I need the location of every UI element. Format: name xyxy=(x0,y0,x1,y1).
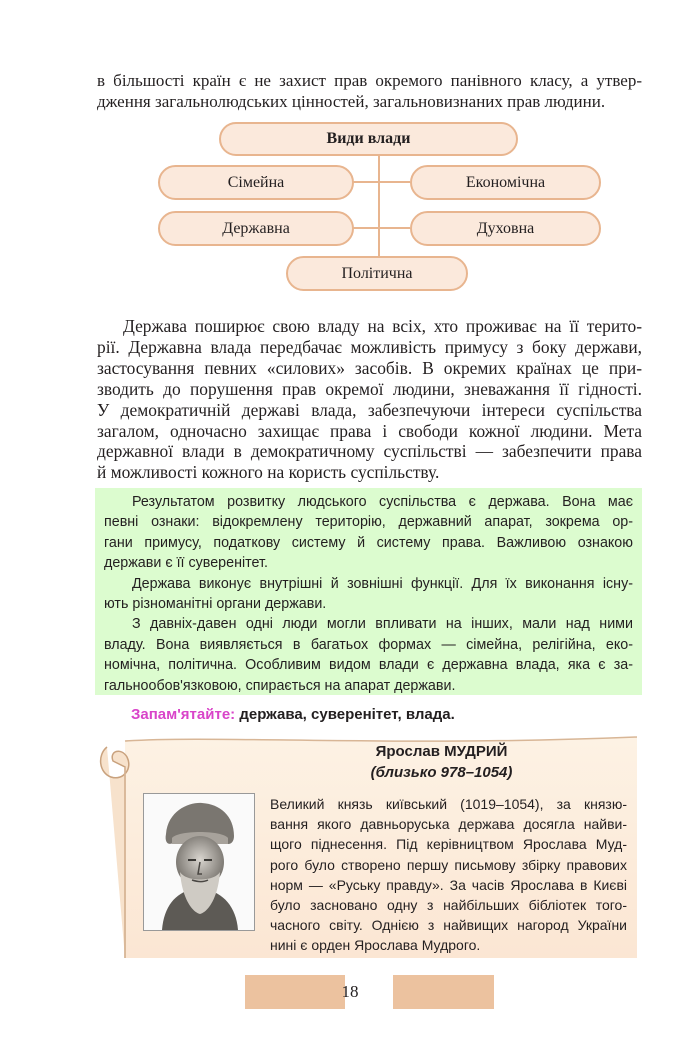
remember-line xyxy=(131,706,455,723)
summary-line: З давніх-давен одні люди могли впливати на інших, мали над ними xyxy=(132,616,633,633)
summary-line: держави є її суверенітет. xyxy=(104,555,268,572)
bio-line: Великий князь київський (1019–1054), за князю- xyxy=(270,796,627,812)
footer-bar-right xyxy=(393,975,494,1009)
diagram-item-family: Сімейна xyxy=(158,165,354,200)
remember-terms: держава, суверенітет, влада. xyxy=(239,706,455,723)
portrait-image xyxy=(143,793,255,931)
paragraph-line: Держава поширює свою владу на всіх, хто проживає на її терито- xyxy=(123,316,642,336)
remember-label: Запам'ятайте: xyxy=(131,706,236,723)
paragraph-line: застосування певних «силових» засобів. В окремих країнах це при- xyxy=(97,357,642,378)
bio-line: часного світу. Однією з найвищих нагород України xyxy=(270,917,627,934)
summary-line: гани примусу, податкову систему й систему права. Важливою ознакою xyxy=(104,534,633,551)
diagram-item-state: Державна xyxy=(158,211,354,246)
summary-line: ють різноманітні органи держави. xyxy=(104,596,327,613)
page-number: 18 xyxy=(341,982,359,1001)
bio-line: вання якого давньоруська держава досягла найви- xyxy=(270,816,627,833)
summary-line: Результатом розвитку людського суспільства є держава. Вона має xyxy=(132,494,633,510)
bio-line: нині є орден Ярослава Мудрого. xyxy=(270,937,481,954)
summary-line: владу. Вона виявляється в багатьох формах — сімейна, релігійна, еко- xyxy=(104,636,633,653)
paragraph-line: загалом, одночасно захищає права і свободи кожної людини. Мета xyxy=(97,420,642,441)
bio-line: щого піднесення. Під керівництвом Ярослава Муд- xyxy=(270,836,627,853)
bio-dates: (близько 978–1054) xyxy=(370,764,513,781)
diagram-title: Види влади xyxy=(219,122,518,156)
bio-line: було засновано одну з найбільших бібліотек того- xyxy=(270,897,627,914)
intro-line: дження загальнолюдських цінностей, загальновизнаних прав людини. xyxy=(97,92,606,111)
paragraph-line: У демократичній державі влада, забезпечуючи інтереси суспільства xyxy=(97,399,642,420)
bio-line: норм — «Руську правду». За часів Ярослава в Києві xyxy=(270,876,627,893)
summary-line: гальнообов'язковою, спирається на апарат держави. xyxy=(104,677,456,694)
summary-line: Держава виконує внутрішні й зовнішні функції. Для їх виконання існу- xyxy=(132,575,633,592)
bio-name: Ярослав МУДРИЙ xyxy=(375,743,508,760)
diagram-item-political: Політична xyxy=(286,256,468,291)
paragraph-line: зводить до порушення прав окремої людини, зневажання її гідності. xyxy=(97,378,642,399)
paragraph-line: рії. Державна влада передбачає можливість примусу з боку держави, xyxy=(97,336,642,357)
bio-text xyxy=(270,794,627,956)
summary-box xyxy=(95,488,642,695)
paragraph-line: й можливості кожного на користь суспільству. xyxy=(97,462,440,483)
diagram-item-economic: Економічна xyxy=(410,165,601,200)
summary-line: номічна, політична. Особливим видом влади є державна влада, яка є за- xyxy=(104,657,633,674)
bio-line: рого було створено першу письмову збірку правових xyxy=(270,856,627,873)
paragraph-line: державної влади в демократичному суспільстві — забезпечити права xyxy=(97,441,642,462)
main-paragraph xyxy=(97,316,642,483)
summary-line: певні ознаки: відокремлену територію, державний апарат, зокрема ор- xyxy=(104,514,633,531)
intro-line: в більшості країн є не захист прав окремого панівного класу, а утвер- xyxy=(97,71,642,90)
diagram-item-spiritual: Духовна xyxy=(410,211,601,246)
